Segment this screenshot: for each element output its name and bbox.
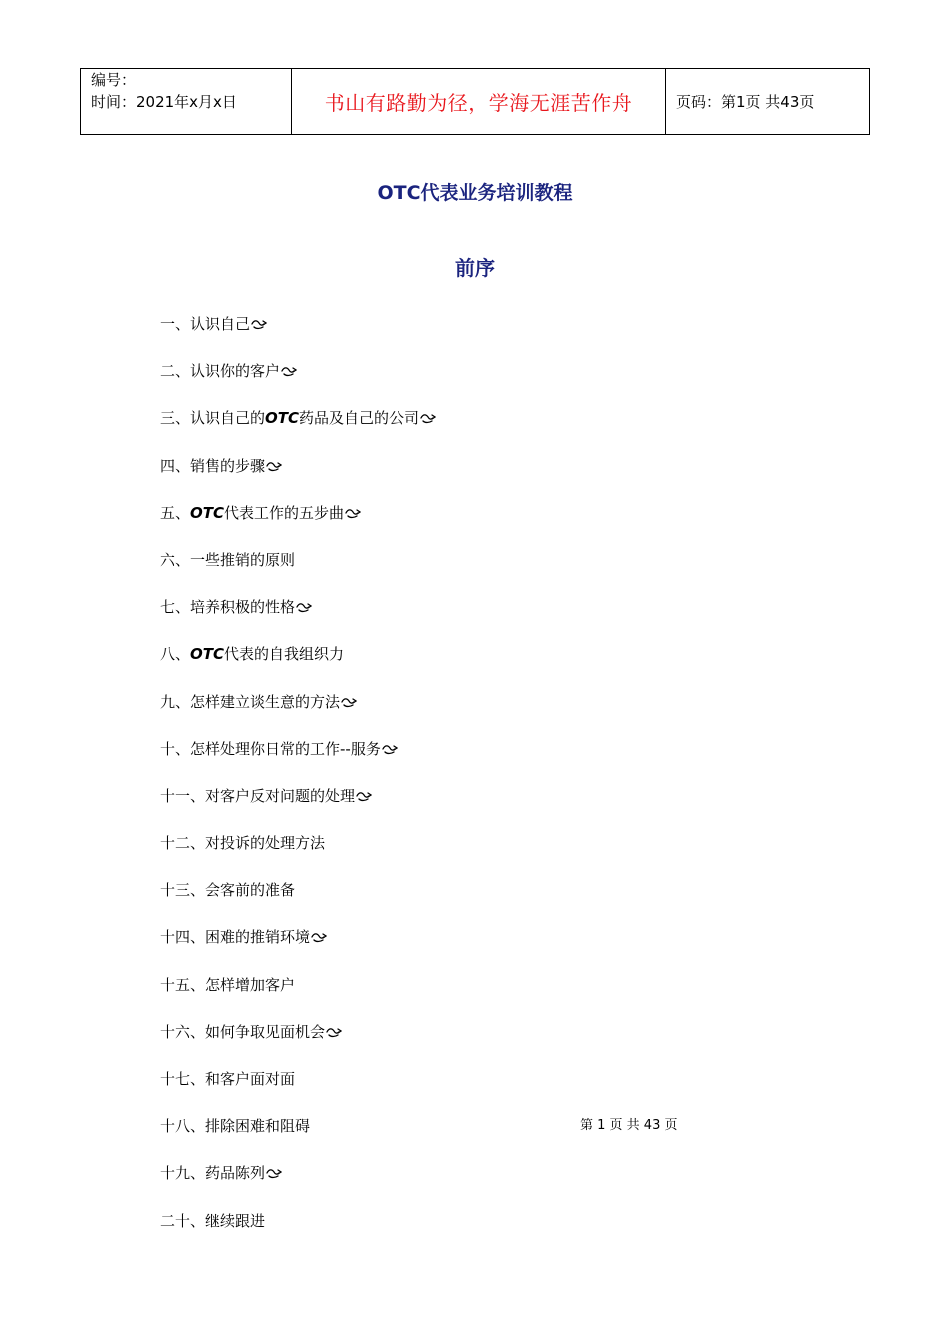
header-info-cell <box>81 69 292 135</box>
toc-item <box>160 785 436 832</box>
toc-item-prefix: 八、 <box>160 645 191 664</box>
toc-item-prefix: 六、一些推销的原则 <box>160 550 296 569</box>
toc-item <box>160 832 436 879</box>
link-mark-icon <box>326 1022 342 1034</box>
toc-item-otc: OTC <box>190 503 225 522</box>
link-mark-icon <box>281 361 297 373</box>
toc-item <box>160 738 436 785</box>
page-number-note: 第 1 页 共 43 页 <box>580 1118 678 1133</box>
toc-item <box>160 879 436 926</box>
header-table <box>80 68 870 135</box>
toc-item <box>160 974 436 1021</box>
toc-item <box>160 596 436 643</box>
toc-item-prefix: 十二、对投诉的处理方法 <box>160 834 326 853</box>
link-mark-icon <box>251 314 267 326</box>
page-info-text: 页码：第1页 共43页 <box>676 93 815 111</box>
toc-item-prefix: 十、怎样处理你日常的工作--服务 <box>160 739 381 758</box>
toc-item-rest: 药品及自己的公司 <box>299 409 420 428</box>
toc-item <box>160 360 436 407</box>
toc-item <box>160 1162 436 1209</box>
link-mark-icon <box>420 408 436 420</box>
toc-item-prefix: 二十、继续跟进 <box>160 1211 266 1230</box>
toc-item <box>160 643 436 690</box>
toc-item <box>160 313 436 360</box>
toc-item-prefix: 二、认识你的客户 <box>160 362 281 381</box>
motto-text: 书山有路勤为径，学海无涯苦作舟 <box>324 91 633 115</box>
toc-item <box>160 1068 436 1115</box>
preface-heading: 前序 <box>455 256 495 280</box>
toc-item <box>160 549 436 596</box>
page-info-cell <box>666 69 870 135</box>
toc-item-otc: OTC <box>190 645 225 664</box>
toc-item <box>160 455 436 502</box>
link-mark-icon <box>345 503 361 515</box>
link-mark-icon <box>266 456 282 468</box>
link-mark-icon <box>266 1163 282 1175</box>
link-mark-icon <box>356 786 372 798</box>
toc-item-prefix: 一、认识自己 <box>160 315 251 333</box>
link-mark-icon <box>382 739 398 751</box>
toc-item-prefix: 九、怎样建立谈生意的方法 <box>160 692 341 711</box>
toc-item-prefix: 十五、怎样增加客户 <box>160 975 296 994</box>
toc-item <box>160 1210 436 1257</box>
toc-item <box>160 407 436 454</box>
toc-item-prefix: 十一、对客户反对问题的处理 <box>160 786 356 805</box>
toc-item-prefix: 十九、药品陈列 <box>160 1164 266 1183</box>
toc-item-prefix: 三、认识自己的 <box>160 409 266 428</box>
document-title: OTC代表业务培训教程 <box>377 182 573 204</box>
toc-item-prefix: 七、培养积极的性格 <box>160 598 296 617</box>
toc-item-prefix: 十三、会客前的准备 <box>160 881 296 900</box>
link-mark-icon <box>311 927 327 939</box>
toc-item-prefix: 十八、排除困难和阻碍 <box>160 1117 311 1136</box>
toc-item-prefix: 五、 <box>160 503 191 522</box>
toc-item-prefix: 四、销售的步骤 <box>160 456 266 475</box>
toc-item <box>160 1021 436 1068</box>
toc-item <box>160 691 436 738</box>
link-mark-icon <box>296 597 312 609</box>
link-mark-icon <box>341 692 357 704</box>
toc-item <box>160 502 436 549</box>
number-label: 编号： <box>91 71 137 89</box>
toc-item-rest: 代表工作的五步曲 <box>224 503 345 522</box>
toc-item <box>160 926 436 973</box>
time-label: 时间：2021年x月x日 <box>91 93 237 111</box>
table-of-contents <box>160 313 436 1257</box>
toc-item-prefix: 十七、和客户面对面 <box>160 1070 296 1088</box>
motto-cell <box>292 69 666 135</box>
toc-item-prefix: 十四、困难的推销环境 <box>160 928 311 947</box>
toc-item-prefix: 十六、如何争取见面机会 <box>160 1022 326 1041</box>
toc-item <box>160 1115 436 1162</box>
toc-item-otc: OTC <box>265 409 300 428</box>
toc-item-rest: 代表的自我组织力 <box>224 645 345 664</box>
